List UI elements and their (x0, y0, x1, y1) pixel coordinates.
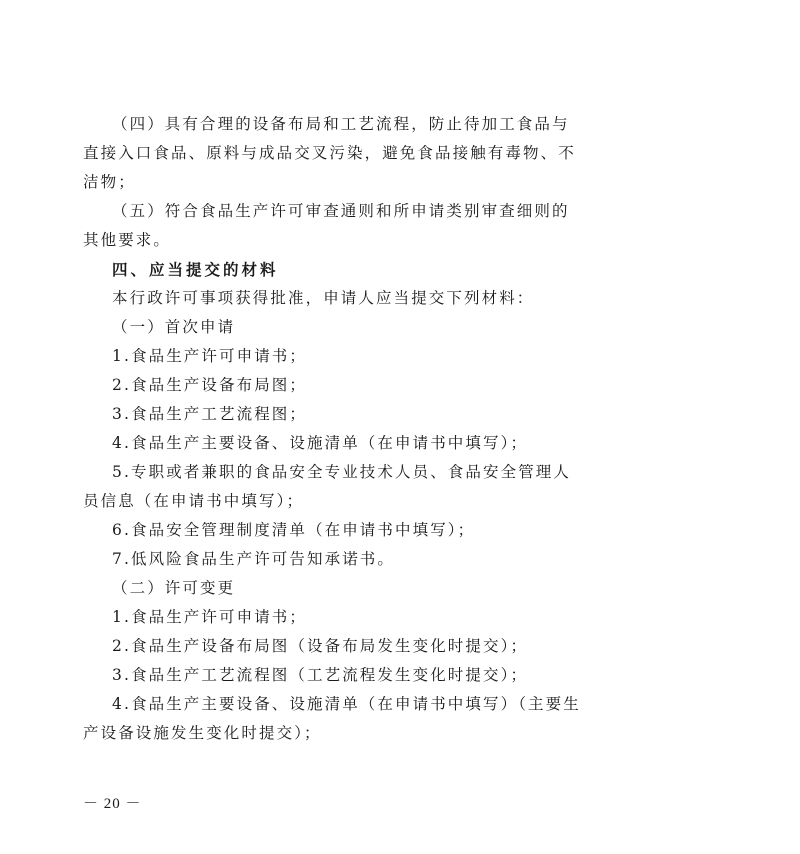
subsection-heading: （一）首次申请 (112, 318, 236, 336)
paragraph-line: 本行政许可事项获得批准，申请人应当提交下列材料： (112, 289, 535, 307)
list-item: 4.食品生产主要设备、设施清单（在申请书中填写）（主要生 (112, 695, 581, 713)
paragraph-line: （四）具有合理的设备布局和工艺流程，防止待加工食品与 (112, 115, 570, 133)
paragraph-line: 洁物； (83, 173, 136, 191)
list-item-continuation: 产设备设施发生变化时提交）； (83, 724, 322, 742)
paragraph-line: （五）符合食品生产许可审查通则和所申请类别审查细则的 (112, 202, 570, 220)
paragraph-line: 直接入口食品、原料与成品交叉污染，避免食品接触有毒物、不 (83, 144, 576, 162)
page-number: － 20 － (83, 796, 142, 812)
list-item: 6.食品安全管理制度清单（在申请书中填写）； (112, 521, 476, 539)
list-item: 1.食品生产许可申请书； (112, 608, 307, 626)
section-heading: 四、应当提交的材料 (112, 260, 279, 279)
list-item: 4.食品生产主要设备、设施清单（在申请书中填写）； (112, 434, 529, 452)
list-item: 7.低风险食品生产许可告知承诺书。 (112, 550, 395, 568)
list-item: 3.食品生产工艺流程图（工艺流程发生变化时提交）； (112, 666, 529, 684)
list-item: 2.食品生产设备布局图（设备布局发生变化时提交）； (112, 637, 529, 655)
list-item: 2.食品生产设备布局图； (112, 376, 307, 394)
list-item: 5.专职或者兼职的食品安全专业技术人员、食品安全管理人 (112, 463, 571, 481)
document-body (83, 110, 581, 748)
list-item: 1.食品生产许可申请书； (112, 347, 307, 365)
list-item-continuation: 员信息（在申请书中填写）； (83, 492, 305, 510)
paragraph-line: 其他要求。 (83, 231, 172, 249)
list-item: 3.食品生产工艺流程图； (112, 405, 307, 423)
subsection-heading: （二）许可变更 (112, 579, 236, 597)
